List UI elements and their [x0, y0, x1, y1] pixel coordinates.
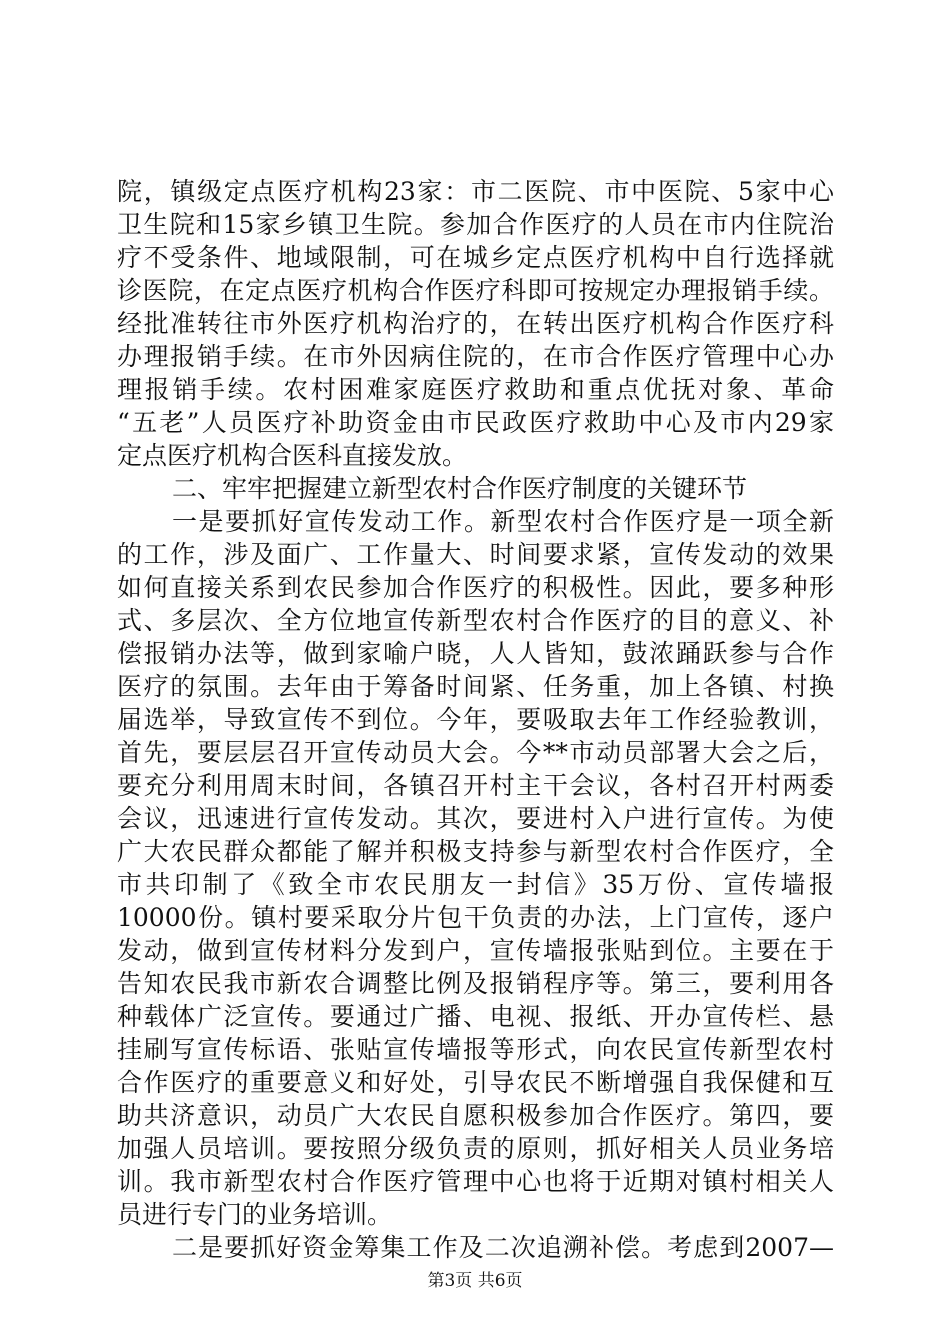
text-line: 疗不受条件、地域限制，可在城乡定点医疗机构中自行选择就	[117, 243, 834, 272]
text-line: 市共印制了《致全市农民朋友一封信》35万份、宣传墙报	[117, 870, 834, 899]
text-line: 告知农民我市新农合调整比例及报销程序等。第三，要利用各	[117, 969, 834, 998]
text-line: 理报销手续。农村困难家庭医疗救助和重点优抚对象、革命	[117, 375, 834, 404]
text-line: 要充分利用周末时间，各镇召开村主干会议，各村召开村两委	[117, 771, 834, 800]
text-line: 届选举，导致宣传不到位。今年，要吸取去年工作经验教训，	[117, 705, 834, 734]
text-line: 广大农民群众都能了解并积极支持参与新型农村合作医疗，全	[117, 837, 834, 866]
page-number: 第3页 共6页	[427, 1271, 523, 1291]
text-line: 医疗的氛围。去年由于筹备时间紧、任务重，加上各镇、村换	[117, 672, 834, 701]
text-line: 式、多层次、全方位地宣传新型农村合作医疗的目的意义、补	[117, 606, 834, 635]
text-line: 二是要抓好资金筹集工作及二次追溯补偿。考虑到2007—	[172, 1233, 834, 1262]
text-line: 加强人员培训。要按照分级负责的原则，抓好相关人员业务培	[117, 1134, 834, 1163]
text-line: 如何直接关系到农民参加合作医疗的积极性。因此，要多种形	[117, 573, 834, 602]
text-line: 定点医疗机构合医科直接发放。	[117, 441, 468, 470]
text-line: 卫生院和15家乡镇卫生院。参加合作医疗的人员在市内住院治	[117, 210, 834, 239]
text-line: 种载体广泛宣传。要通过广播、电视、报纸、开办宣传栏、悬	[117, 1002, 834, 1031]
text-line: 10000份。镇村要采取分片包干负责的办法，上门宣传，逐户	[117, 903, 834, 932]
text-line: 训。我市新型农村合作医疗管理中心也将于近期对镇村相关人	[117, 1167, 834, 1196]
text-line: 院，镇级定点医疗机构23家：市二医院、市中医院、5家中心	[117, 177, 834, 206]
text-line: 助共济意识，动员广大农民自愿积极参加合作医疗。第四，要	[117, 1101, 834, 1130]
text-line: 挂刷写宣传标语、张贴宣传墙报等形式，向农民宣传新型农村	[117, 1035, 834, 1064]
text-line: 会议，迅速进行宣传发动。其次，要进村入户进行宣传。为使	[117, 804, 834, 833]
text-line: 首先，要层层召开宣传动员大会。今**市动员部署大会之后，	[117, 738, 834, 767]
text-line: 的工作，涉及面广、工作量大、时间要求紧，宣传发动的效果	[117, 540, 834, 569]
text-line: 一是要抓好宣传发动工作。新型农村合作医疗是一项全新	[172, 507, 834, 536]
text-line: 经批准转往市外医疗机构治疗的，在转出医疗机构合作医疗科	[117, 309, 834, 338]
text-line: 偿报销办法等，做到家喻户晓，人人皆知，鼓浓踊跃参与合作	[117, 639, 834, 668]
text-line: “五老”人员医疗补助资金由市民政医疗救助中心及市内29家	[117, 408, 834, 437]
text-line: 诊医院，在定点医疗机构合作医疗科即可按规定办理报销手续。	[117, 276, 834, 305]
section-heading: 二、牢牢把握建立新型农村合作医疗制度的关键环节	[172, 474, 748, 503]
text-line: 合作医疗的重要意义和好处，引导农民不断增强自我保健和互	[117, 1068, 834, 1097]
text-line: 发动，做到宣传材料分发到户，宣传墙报张贴到位。主要在于	[117, 936, 834, 965]
text-line: 办理报销手续。在市外因病住院的，在市合作医疗管理中心办	[117, 342, 834, 371]
text-line: 员进行专门的业务培训。	[117, 1200, 393, 1229]
